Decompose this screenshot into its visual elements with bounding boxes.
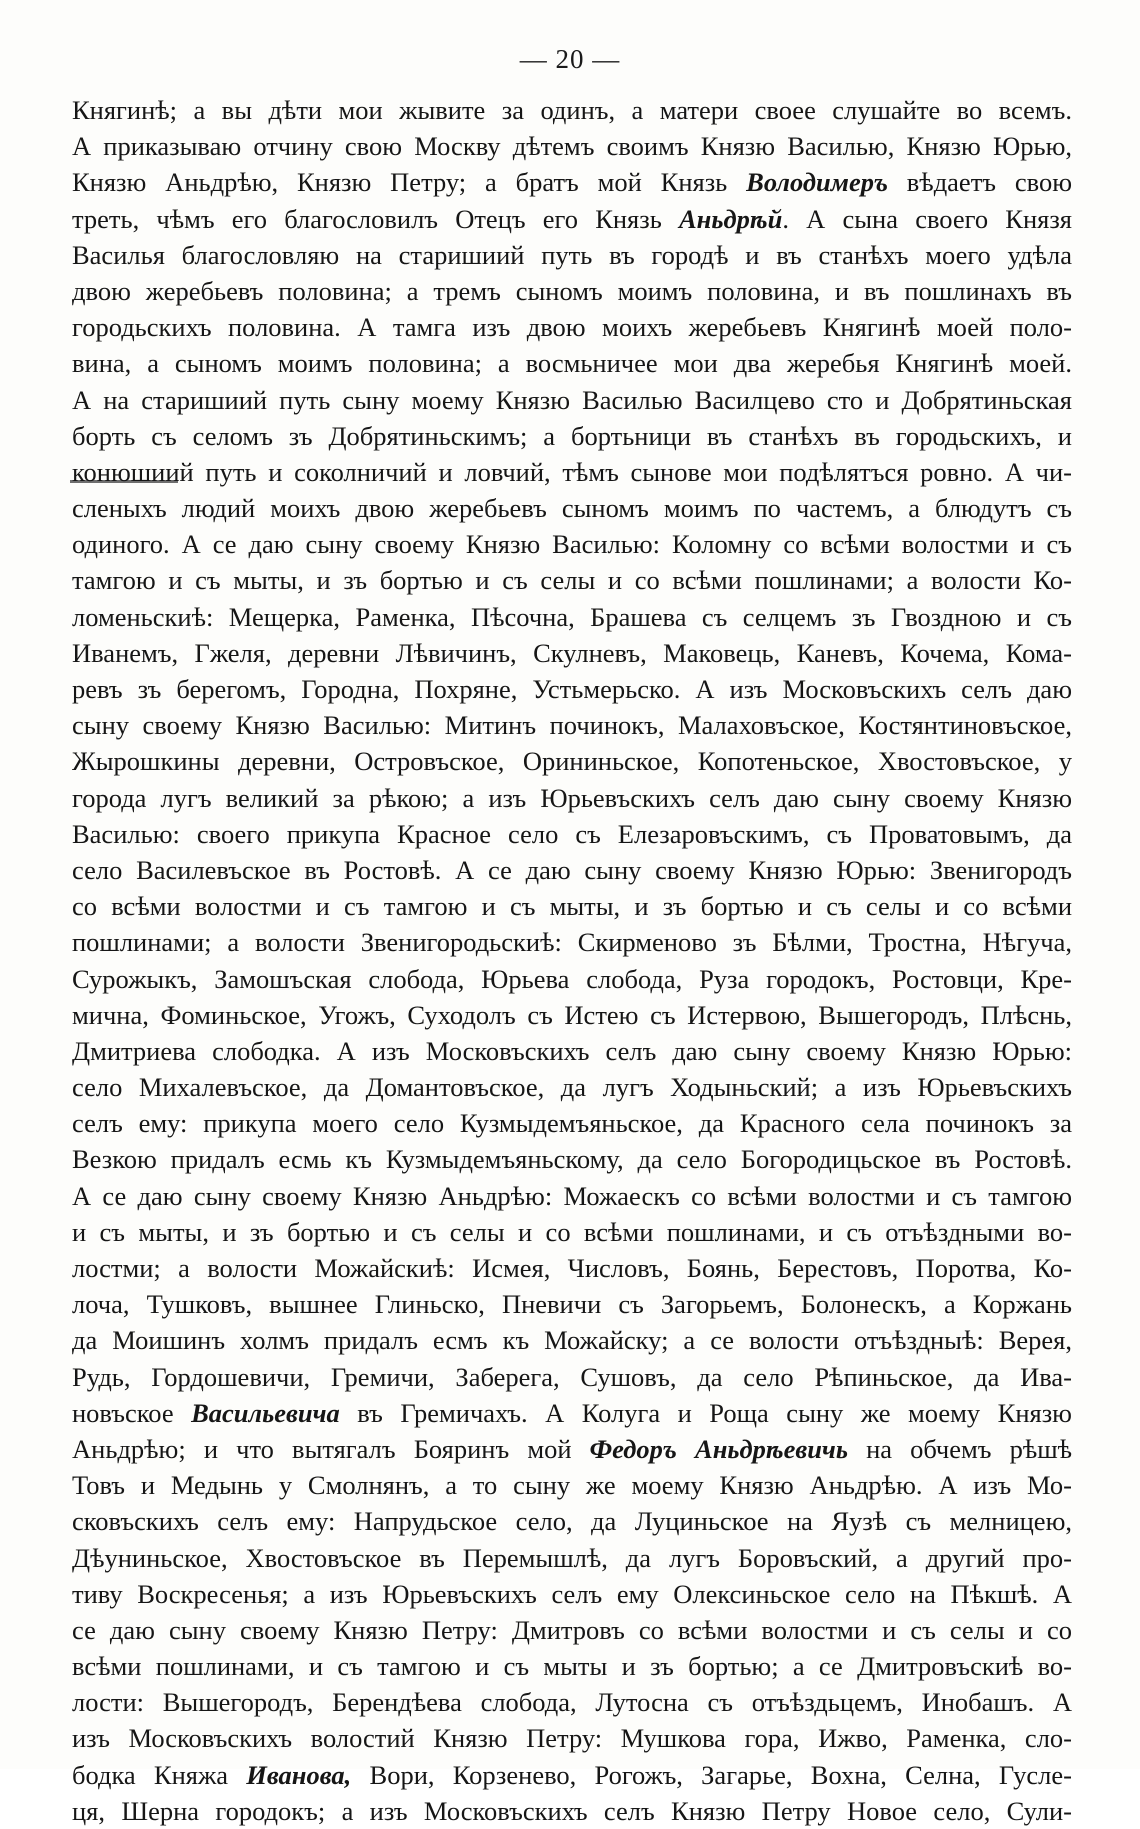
italic-name: Аньдрѣй xyxy=(679,203,783,234)
text-line: А се даю сыну своему Князю Аньдрѣю: Можаескъ со всѣми волостми и съ тамгою xyxy=(72,1180,1072,1211)
text-line: Сурожыкъ, Замошъская слобода, Юрьева слобода, Руза городокъ, Ростовци, Кре- xyxy=(72,963,1072,994)
text-line: со всѣми волостми и съ тамгою и съ мыты, и зъ бортью и съ селы и со всѣми xyxy=(72,891,1072,922)
page-number: — 20 — xyxy=(519,44,621,74)
italic-name: Васильевича xyxy=(191,1397,340,1428)
text-line xyxy=(72,1757,1072,1793)
text-line: Княгинѣ; а вы дѣти мои жывите за одинъ, а матери своее слушайте во всемъ. xyxy=(72,95,1072,125)
text-segment: бодка Княжа xyxy=(72,1759,247,1790)
text-line: вина, а сыномъ моимъ половина; а восмьничее мои два жеребья Княгинѣ моей. xyxy=(72,348,1072,379)
text-segment: на обчемъ рѣшѣ xyxy=(847,1433,1072,1464)
text-segment: вѣдаетъ свою xyxy=(887,167,1072,198)
text-line: сленыхъ людий моихъ двою жеребьевъ сыномъ моимъ по частемъ, а блюдутъ съ xyxy=(72,493,1072,524)
text-line xyxy=(72,164,1072,200)
text-line: пошлинами; а волости Звенигородьскиѣ: Скирменово зъ Бѣлми, Тростна, Нѣгуча, xyxy=(72,927,1072,958)
text-line: лостми; а волости Можайскиѣ: Исмея, Числовъ, Боянь, Берестовъ, Поротва, Ко- xyxy=(72,1253,1072,1283)
text-line: борть съ селомъ зъ Добрятиньскимъ; а бортьници въ станѣхъ въ городьскихъ, и xyxy=(72,420,1072,451)
text-line: мична, Фоминьское, Угожъ, Суходолъ съ Истею съ Истервою, Вышегородъ, Плѣснь, xyxy=(72,999,1072,1030)
text-line: ревъ зъ берегомъ, Городна, Похряне, Устьмерьско. А изъ Московъскихъ селъ даю xyxy=(72,674,1072,704)
text-line: тиву Воскресенья; а изъ Юрьевъскихъ селъ ему Олексиньское село на Пѣкшѣ. А xyxy=(72,1578,1072,1609)
text-segment: Князю Аньдрѣю, Князю Петру; а братъ мой Князь xyxy=(72,167,747,198)
text-line: Василья благословляю на старишиий путь въ городѣ и въ станѣхъ моего удѣла xyxy=(72,239,1072,270)
text-line: село Василевъское въ Ростовѣ. А се даю сыну своему Князю Юрью: Звенигородъ xyxy=(72,854,1072,885)
text-line: изъ Московъскихъ волостий Князю Петру: Мушкова гора, Ижво, Раменка, сло- xyxy=(72,1723,1072,1754)
text-segment: въ Гремичахъ. А Колуга и Роща сыну же моему Князю xyxy=(339,1397,1072,1428)
text-line: Товъ и Медынь у Смолнянъ, а то сыну же моему Князю Аньдрѣю. А изъ Мо- xyxy=(72,1470,1072,1501)
body-text xyxy=(72,92,1072,1829)
text-line: всѣми пошлинами, и съ тамгою и съ мыты и зъ бортью; а се Дмитровъскиѣ во- xyxy=(72,1651,1072,1682)
text-line: А приказываю отчину свою Москву дѣтемъ своимъ Князю Василью, Князю Юрью, xyxy=(72,131,1072,162)
italic-name: Иванова, xyxy=(246,1759,352,1790)
text-line: ломеньскиѣ: Мещерка, Раменка, Пѣсочна, Брашева съ селцемъ зъ Гвоздною и съ xyxy=(72,601,1072,632)
text-segment: Аньдрѣю; и что вытягалъ Бояринъ мой xyxy=(72,1433,590,1464)
text-segment: . А сына своего Князя xyxy=(782,203,1072,234)
text-line: ця, Шерна городокъ; а изъ Московъскихъ селъ Князю Петру Новое село, Сули- xyxy=(72,1795,1072,1826)
text-line xyxy=(72,201,1072,237)
text-line: Жырошкины деревни, Островъское, Орининьское, Копотеньское, Хвостовъское, у xyxy=(72,746,1072,777)
text-line: сыну своему Князю Василью: Митинъ починокъ, Малаховъское, Костянтиновъское, xyxy=(72,710,1072,741)
text-line: одиного. А се даю сыну своему Князю Василью: Коломну со всѣми волостми и съ xyxy=(72,529,1072,560)
text-line: конюшиий путь и соколничий и ловчий, тѣмъ сынове мои подѣлятъся ровно. А чи- xyxy=(72,456,1072,487)
text-line: Иванемъ, Гжеля, деревни Лѣвичинъ, Скулневъ, Маковець, Каневъ, Кочема, Кома- xyxy=(72,637,1072,668)
text-line: селъ ему: прикупа моего село Кузмыдемъяньское, да Красного села починокъ за xyxy=(72,1108,1072,1139)
text-segment: Вори, Корзенево, Рогожъ, Загарье, Вохна, Селна, Гусле- xyxy=(351,1759,1072,1790)
text-line: сковъскихъ селъ ему: Напрудьское село, да Луциньское на Яузѣ съ мелницею, xyxy=(72,1506,1072,1537)
text-line: Дмитриева слободка. А изъ Московъскихъ селъ даю сыну своему Князю Юрью: xyxy=(72,1035,1072,1066)
text-segment: треть, чѣмъ его благословилъ Отецъ его Князь xyxy=(72,203,679,234)
text-line: лоча, Тушковъ, вышнее Глиньско, Пневичи съ Загорьемъ, Болонескъ, а Коржань xyxy=(72,1289,1072,1320)
text-line: Дѣуниньское, Хвостовъское въ Перемышлѣ, да лугъ Боровъский, а другий про- xyxy=(72,1542,1072,1573)
text-line xyxy=(72,1431,1072,1467)
text-line: лости: Вышегородъ, Берендѣева слобода, Лутосна съ отъѣздьцемъ, Инобашъ. А xyxy=(72,1687,1072,1718)
text-line: Василью: своего прикупа Красное село съ Елезаровъскимъ, съ Проватовымъ, да xyxy=(72,818,1072,849)
text-line xyxy=(72,1395,1072,1431)
text-line: тамгою и съ мыты, и зъ бортью и съ селы и со всѣми пошлинами; а волости Ко- xyxy=(72,565,1072,596)
text-line: да Моишинъ холмъ придалъ есмъ къ Можайску; а се волости отъѣздныѣ: Верея, xyxy=(72,1325,1072,1356)
text-line: А на старишиий путь сыну моему Князю Василью Василцево сто и Добрятиньская xyxy=(72,384,1072,415)
italic-name: Володимеръ xyxy=(746,167,888,198)
text-line: и съ мыты, и зъ бортью и съ селы и со всѣми пошлинами, и съ отъѣздными во- xyxy=(72,1216,1072,1247)
text-line: городьскихъ половина. А тамга изъ двою моихъ жеребьевъ Княгинѣ моей поло- xyxy=(72,312,1072,343)
text-line: двою жеребьевъ половина; а тремъ сыномъ моимъ половина, и въ пошлинахъ въ xyxy=(72,275,1072,306)
text-line: се даю сыну своему Князю Петру: Дмитровъ со всѣми волостми и съ селы и со xyxy=(72,1614,1072,1645)
text-line: города лугъ великий за рѣкою; а изъ Юрьевъскихъ селъ даю сыну своему Князю xyxy=(72,782,1072,813)
text-line: село Михалевъское, да Домантовъское, да лугъ Ходыньский; а изъ Юрьевъскихъ xyxy=(72,1072,1072,1103)
text-segment: новъское xyxy=(72,1397,192,1428)
text-line: Везкою придалъ есмь къ Кузмыдемъяньскому, да село Богородицьское въ Ростовѣ. xyxy=(72,1144,1072,1175)
text-line: Рудь, Гордошевичи, Гремичи, Заберега, Сушовъ, да село Рѣпиньское, да Ива- xyxy=(72,1361,1072,1392)
italic-name: Федоръ Аньдрѣевичь xyxy=(589,1433,848,1464)
